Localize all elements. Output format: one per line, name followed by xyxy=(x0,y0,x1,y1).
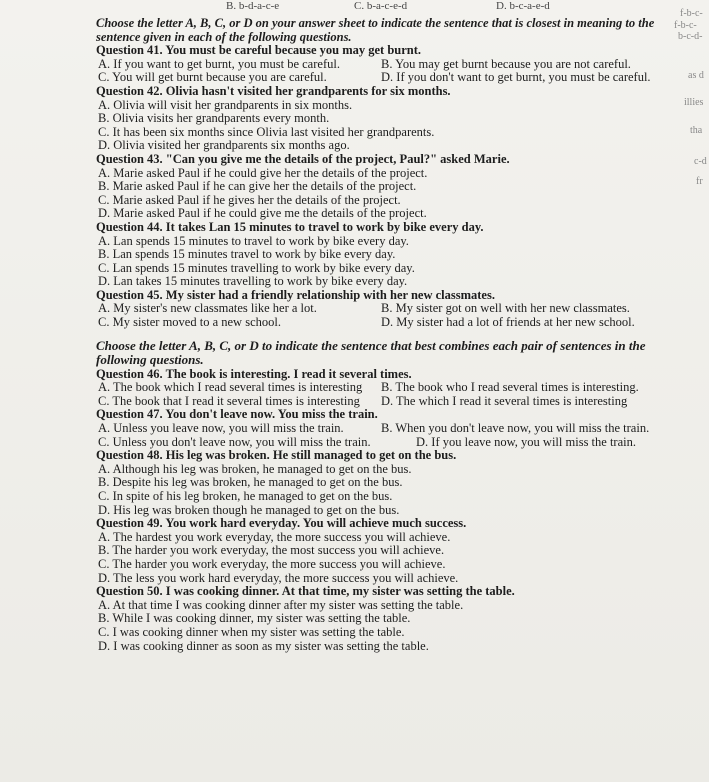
answer-option: A. Marie asked Paul if he could give her the details of the project. xyxy=(98,165,428,180)
question-stem: Question 48. His leg was broken. He still managed to get on the bus. xyxy=(96,448,457,463)
answer-option: B. My sister got on well with her new classmates. xyxy=(381,301,630,316)
answer-option: C. The book that I read it several times is interesting xyxy=(98,393,360,408)
answer-option: D. Marie asked Paul if he could give me the details of the project. xyxy=(98,206,427,221)
section-instruction: Choose the letter A, B, C, or D on your answer sheet to indicate the sentence that is closest in meaning to the sentence given in each of the following questions. xyxy=(96,16,655,44)
answer-option: D. If you don't want to get burnt, you must be careful. xyxy=(381,70,651,85)
margin-note: f-b-c- xyxy=(680,8,703,19)
question-stem: Question 50. I was cooking dinner. At that time, my sister was setting the table. xyxy=(96,584,515,599)
question-stem: Question 46. The book is interesting. I read it several times. xyxy=(96,366,412,381)
answer-option: D. Olivia visited her grandparents six months ago. xyxy=(98,138,350,153)
answer-option: A. At that time I was cooking dinner after my sister was setting the table. xyxy=(98,597,464,612)
answer-option: D. The less you work hard everyday, the more success you will achieve. xyxy=(98,570,459,585)
answer-option: B. While I was cooking dinner, my sister was setting the table. xyxy=(98,611,411,626)
option-row xyxy=(98,436,660,450)
answer-option: D. I was cooking dinner as soon as my sister was setting the table. xyxy=(98,638,429,653)
answer-option: A. If you want to get burnt, you must be careful. xyxy=(98,56,340,71)
answer-option: A. Lan spends 15 minutes to travel to work by bike every day. xyxy=(98,233,409,248)
answer-option: A. Although his leg was broken, he managed to get on the bus. xyxy=(98,461,412,476)
answer-option: B. Olivia visits her grandparents every month. xyxy=(98,111,330,126)
answer-option: A. Olivia will visit her grandparents in six months. xyxy=(98,97,353,112)
answer-option: C. Marie asked Paul if he gives her the details of the project. xyxy=(98,192,401,207)
answer-option: D. If you leave now, you will miss the train. xyxy=(416,434,636,449)
answer-option: D. The which I read it several times is interesting xyxy=(381,393,628,408)
option-row xyxy=(98,302,660,316)
prev-option-b: B. b-d-a-c-e xyxy=(226,0,280,12)
answer-option: B. Despite his leg was broken, he managed to get on the bus. xyxy=(98,475,403,490)
answer-option: C. I was cooking dinner when my sister was setting the table. xyxy=(98,624,405,639)
answer-option: A. My sister's new classmates like her a lot. xyxy=(98,301,317,316)
prev-option-d: D. b-c-a-e-d xyxy=(496,0,550,12)
answer-option: B. Marie asked Paul if he can give her the details of the project. xyxy=(98,179,417,194)
prev-option-c: C. b-a-c-e-d xyxy=(354,0,408,12)
option-row xyxy=(98,381,660,395)
answer-option: C. My sister moved to a new school. xyxy=(98,315,281,330)
margin-note: fr xyxy=(696,176,703,187)
question-stem: Question 44. It takes Lan 15 minutes to travel to work by bike every day. xyxy=(96,219,484,234)
margin-note: c-d xyxy=(694,156,707,167)
margin-note: tha xyxy=(690,125,703,136)
answer-option: C. Unless you don't leave now, you will miss the train. xyxy=(98,434,371,449)
answer-option: C. In spite of his leg broken, he managed to get on the bus. xyxy=(98,489,393,503)
option-row xyxy=(98,395,660,409)
question-stem: Question 42. Olivia hasn't visited her grandparents for six months. xyxy=(96,83,451,98)
answer-option: D. My sister had a lot of friends at her new school. xyxy=(381,315,635,330)
answer-option: C. Lan spends 15 minutes travelling to work by bike every day. xyxy=(98,260,415,275)
question-stem: Question 43. "Can you give me the details of the project, Paul?" asked Marie. xyxy=(96,151,510,166)
answer-option: D. His leg was broken though he managed to get on the bus. xyxy=(98,502,400,517)
option-row xyxy=(98,316,660,330)
margin-note: illies xyxy=(684,97,704,108)
answer-option: C. It has been six months since Olivia last visited her grandparents. xyxy=(98,124,435,139)
option-row xyxy=(98,58,660,72)
answer-option: B. You may get burnt because you are not careful. xyxy=(381,56,631,71)
question-stem: Question 45. My sister had a friendly relationship with her new classmates. xyxy=(96,287,495,302)
answer-option: A. The book which I read several times is interesting xyxy=(98,380,363,395)
section-instruction: Choose the letter A, B, C, or D to indicate the sentence that best combines each pair of sentences in the following questions. xyxy=(96,337,646,368)
answer-option: C. The harder you work everyday, the more success you will achieve. xyxy=(98,556,446,571)
answer-option: B. When you don't leave now, you will miss the train. xyxy=(381,421,650,436)
margin-note: as d xyxy=(688,70,704,81)
question-stem: Question 49. You work hard everyday. You will achieve much success. xyxy=(96,516,467,531)
answer-option: B. Lan spends 15 minutes travel to work by bike every day. xyxy=(98,247,396,262)
option-row xyxy=(98,71,660,85)
option-row xyxy=(98,422,660,436)
previous-question-options-strip xyxy=(0,0,709,16)
question-stem: Question 41. You must be careful because you may get burnt. xyxy=(96,43,422,58)
exercise-content xyxy=(70,17,660,653)
margin-note: f-b-c- xyxy=(674,20,697,31)
margin-note: b-c-d- xyxy=(678,31,703,42)
answer-option: A. The hardest you work everyday, the more success you will achieve. xyxy=(98,529,451,544)
question-stem: Question 47. You don't leave now. You miss the train. xyxy=(96,407,378,422)
answer-option: A. Unless you leave now, you will miss the train. xyxy=(98,421,344,436)
answer-option: B. The book who I read several times is interesting. xyxy=(381,380,639,395)
answer-option: B. The harder you work everyday, the most success you will achieve. xyxy=(98,543,445,558)
answer-option: D. Lan takes 15 minutes travelling to work by bike every day. xyxy=(98,274,408,289)
answer-option: C. You will get burnt because you are careful. xyxy=(98,70,327,85)
